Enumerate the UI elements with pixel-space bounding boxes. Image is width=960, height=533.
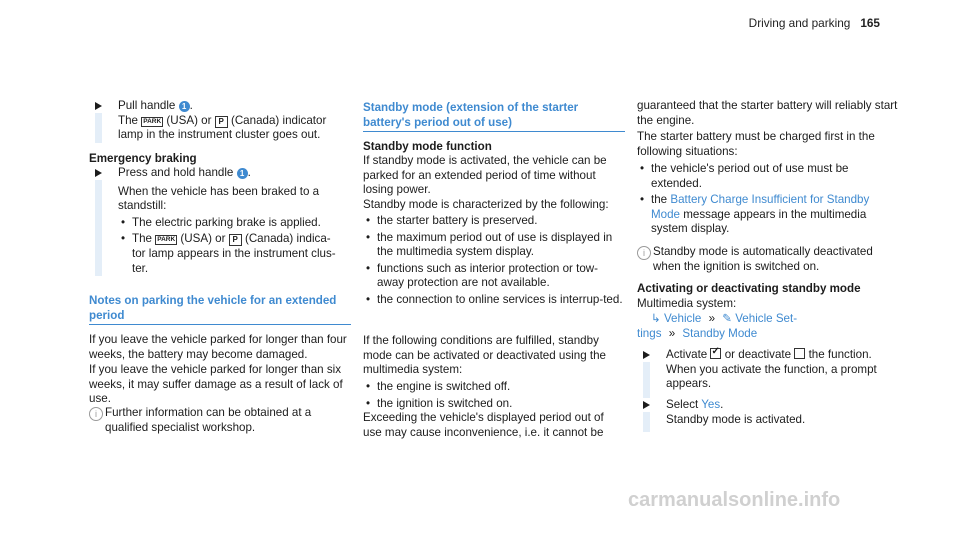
return-arrow-icon: ↳ bbox=[651, 312, 661, 325]
checkbox-checked-icon bbox=[710, 348, 721, 359]
step-text: (Canada) indicator bbox=[230, 113, 327, 127]
step-text: The bbox=[132, 232, 152, 246]
pull-handle-step: Pull handle 1 . The PARK (USA) or P (Canada) indicator lamp in the instrument cluster goes out. bbox=[89, 99, 351, 144]
paragraph: If you leave the vehicle parked for longer than four weeks, the battery may become damaged. bbox=[89, 333, 347, 361]
step-text: Standby mode is activated. bbox=[666, 412, 806, 426]
column-3 bbox=[637, 0, 899, 426]
emergency-step: Press and hold handle 1 . When the vehicle has been braked to a standstill: • The electric parking brake is applied. • The PARK (USA) or P (Canada) indica- tor lamp appears in the instrument clus- ter. bbox=[89, 166, 351, 276]
list-item: • the vehicle's period out of use must be extended. bbox=[637, 162, 899, 191]
step-text: tor lamp appears in the instrument clus- bbox=[132, 246, 336, 260]
step-text: the function. bbox=[808, 348, 872, 361]
step-arrow-icon bbox=[95, 169, 102, 177]
list-item bbox=[637, 193, 899, 237]
list-item: • the connection to online services is interrup-ted. bbox=[363, 293, 625, 308]
step-text: When you activate the function, a prompt appears. bbox=[666, 362, 877, 391]
list-item: • functions such as interior protection or tow-away protection are not available. bbox=[363, 262, 625, 291]
step-arrow-icon bbox=[95, 102, 102, 110]
park-icon: PARK bbox=[157, 236, 176, 244]
step-bar bbox=[643, 412, 650, 432]
step-text: When the vehicle has been braked to a standstill: bbox=[118, 184, 320, 213]
situation-list bbox=[637, 162, 899, 237]
parking-brake-icon: P bbox=[215, 116, 228, 128]
list-item: • the starter battery is preserved. bbox=[363, 214, 625, 229]
park-icon: PARK bbox=[143, 117, 162, 125]
paragraph: If you leave the vehicle parked for longer than six weeks, it may suffer damage as a result of lack of use. bbox=[89, 363, 343, 406]
emergency-heading: Emergency braking bbox=[89, 152, 197, 165]
step-arrow-icon bbox=[643, 401, 650, 409]
step-text: Pull handle bbox=[118, 99, 176, 112]
step-text: the bbox=[651, 193, 668, 207]
column-1 bbox=[89, 0, 351, 434]
list-item bbox=[118, 232, 351, 276]
activate-step bbox=[637, 348, 899, 398]
info-text: Further information can be obtained at a qualified specialist workshop. bbox=[105, 406, 312, 434]
select-step: Select Yes. Standby mode is activated. bbox=[637, 398, 899, 432]
step-text: The bbox=[118, 113, 138, 127]
step-text: (Canada) indica- bbox=[244, 232, 331, 246]
standby-section-heading: Standby mode (extension of the starter battery's period out of use) bbox=[363, 101, 625, 132]
handle-number-icon: 1 bbox=[179, 101, 190, 112]
paragraph: Exceeding the vehicle's displayed period out of use may cause inconvenience, i.e. it cannot be bbox=[363, 411, 604, 439]
feature-list bbox=[363, 214, 625, 308]
parking-brake-icon: P bbox=[229, 234, 242, 246]
paragraph: If standby mode is activated, the vehicle can be parked for an extended period of time without losing power. bbox=[363, 154, 607, 197]
step-text: Activate bbox=[666, 348, 708, 361]
paragraph: If the following conditions are fulfilled, standby mode can be activated or deactivated using the multimedia system: bbox=[363, 334, 606, 377]
list-item: • The electric parking brake is applied. bbox=[118, 216, 351, 231]
menu-path-standby-mode[interactable]: Standby Mode bbox=[682, 326, 758, 340]
info-text: Standby mode is automatically deactivated when the ignition is switched on. bbox=[653, 245, 873, 273]
handle-number-icon: 1 bbox=[237, 168, 248, 179]
step-bar bbox=[95, 180, 102, 276]
subheading: Standby mode function bbox=[363, 140, 492, 153]
list-item: • the ignition is switched on. bbox=[363, 397, 625, 412]
watermark: carmanualsonline.info bbox=[628, 489, 841, 511]
paragraph: Multimedia system: bbox=[637, 297, 737, 310]
info-icon: i bbox=[89, 407, 103, 421]
paragraph: Standby mode is characterized by the following: bbox=[363, 198, 609, 211]
step-bar bbox=[643, 362, 650, 398]
menu-path bbox=[637, 312, 899, 341]
notes-section-heading: Notes on parking the vehicle for an extended period bbox=[89, 294, 351, 325]
menu-path-vehicle[interactable]: Vehicle bbox=[663, 312, 702, 325]
list-item: • the engine is switched off. bbox=[363, 380, 625, 395]
paragraph: The starter battery must be charged first in the following situations: bbox=[637, 130, 875, 158]
step-text: ter. bbox=[132, 261, 149, 275]
chevron-right-icon: » bbox=[668, 326, 676, 340]
chevron-right-icon: » bbox=[708, 312, 716, 325]
step-bar bbox=[95, 113, 102, 143]
step-text: message appears in the multimedia system display. bbox=[651, 207, 867, 236]
condition-list bbox=[363, 380, 625, 411]
checkbox-empty-icon bbox=[794, 348, 805, 359]
yes-option[interactable]: Yes bbox=[701, 398, 721, 411]
step-text: Press and hold handle bbox=[118, 166, 234, 179]
info-note bbox=[637, 245, 899, 274]
step-arrow-icon bbox=[643, 351, 650, 359]
menu-path-vehicle-settings[interactable]: Vehicle Set- bbox=[735, 312, 798, 325]
page-number: 165 bbox=[860, 16, 880, 30]
step-text: (USA) or bbox=[166, 113, 212, 127]
subheading: Activating or deactivating standby mode bbox=[637, 282, 861, 295]
step-text: or deactivate bbox=[724, 348, 792, 361]
menu-path-vehicle-settings[interactable]: tings bbox=[637, 326, 662, 340]
battery-message-link[interactable]: Battery Charge Insufficient for Standby Mode bbox=[651, 193, 870, 221]
header-title: Driving and parking bbox=[748, 16, 851, 30]
car-settings-icon: ✎ bbox=[722, 312, 732, 325]
list-item: • the maximum period out of use is displayed in the multimedia system display. bbox=[363, 231, 625, 260]
info-icon: i bbox=[637, 246, 651, 260]
paragraph: guaranteed that the starter battery will reliably start the engine. bbox=[637, 99, 898, 127]
info-note bbox=[89, 406, 351, 435]
step-text: lamp in the instrument cluster goes out. bbox=[118, 128, 321, 142]
step-text: Select bbox=[666, 398, 699, 411]
step-text: (USA) or bbox=[180, 232, 226, 246]
